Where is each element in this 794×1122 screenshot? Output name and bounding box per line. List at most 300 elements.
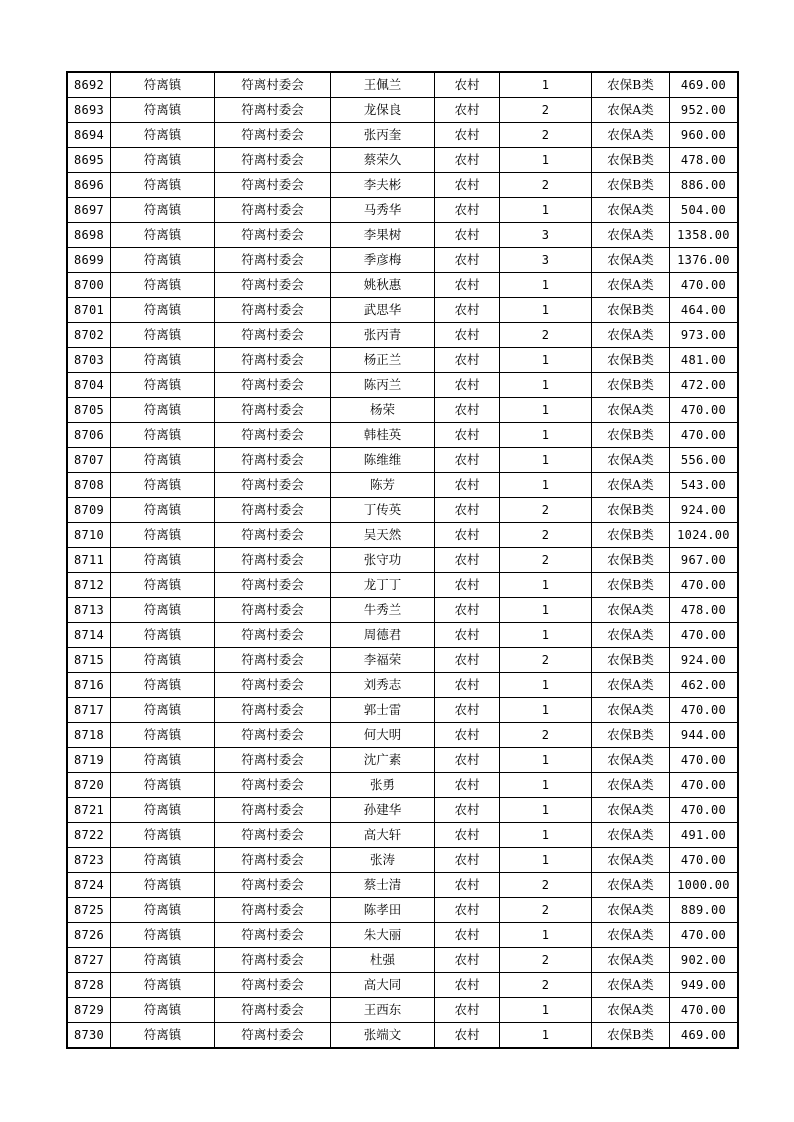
area-type-cell: 农村 (435, 798, 500, 823)
record-id-cell: 8713 (68, 598, 111, 623)
village-committee-cell: 符离村委会 (215, 848, 331, 873)
person-name-cell: 丁传英 (331, 498, 435, 523)
table-row (68, 823, 738, 848)
amount-cell: 469.00 (670, 1023, 738, 1048)
table-row (68, 673, 738, 698)
area-type-cell: 农村 (435, 273, 500, 298)
amount-cell: 478.00 (670, 148, 738, 173)
table-row (68, 223, 738, 248)
record-id-cell: 8721 (68, 798, 111, 823)
insurance-category-cell: 农保B类 (592, 73, 670, 98)
record-id-cell: 8699 (68, 248, 111, 273)
household-size-cell: 1 (500, 423, 592, 448)
record-id-cell: 8722 (68, 823, 111, 848)
person-name-cell: 姚秋惠 (331, 273, 435, 298)
insurance-category-cell: 农保A类 (592, 973, 670, 998)
town-cell: 符离镇 (111, 948, 215, 973)
household-size-cell: 3 (500, 223, 592, 248)
table-row (68, 123, 738, 148)
amount-cell: 470.00 (670, 773, 738, 798)
person-name-cell: 张守功 (331, 548, 435, 573)
area-type-cell: 农村 (435, 248, 500, 273)
table-row (68, 998, 738, 1023)
insurance-category-cell: 农保A类 (592, 998, 670, 1023)
person-name-cell: 何大明 (331, 723, 435, 748)
amount-cell: 556.00 (670, 448, 738, 473)
area-type-cell: 农村 (435, 573, 500, 598)
area-type-cell: 农村 (435, 523, 500, 548)
area-type-cell: 农村 (435, 898, 500, 923)
person-name-cell: 牛秀兰 (331, 598, 435, 623)
record-id-cell: 8726 (68, 923, 111, 948)
record-id-cell: 8701 (68, 298, 111, 323)
area-type-cell: 农村 (435, 123, 500, 148)
village-committee-cell: 符离村委会 (215, 398, 331, 423)
table-row (68, 923, 738, 948)
area-type-cell: 农村 (435, 998, 500, 1023)
town-cell: 符离镇 (111, 723, 215, 748)
person-name-cell: 张丙奎 (331, 123, 435, 148)
person-name-cell: 龙保良 (331, 98, 435, 123)
record-id-cell: 8723 (68, 848, 111, 873)
person-name-cell: 郭士雷 (331, 698, 435, 723)
person-name-cell: 陈丙兰 (331, 373, 435, 398)
person-name-cell: 刘秀志 (331, 673, 435, 698)
household-size-cell: 1 (500, 923, 592, 948)
area-type-cell: 农村 (435, 598, 500, 623)
person-name-cell: 高大同 (331, 973, 435, 998)
table-row (68, 898, 738, 923)
area-type-cell: 农村 (435, 973, 500, 998)
area-type-cell: 农村 (435, 198, 500, 223)
village-committee-cell: 符离村委会 (215, 473, 331, 498)
area-type-cell: 农村 (435, 223, 500, 248)
insurance-category-cell: 农保B类 (592, 1023, 670, 1048)
town-cell: 符离镇 (111, 348, 215, 373)
amount-cell: 1376.00 (670, 248, 738, 273)
household-size-cell: 1 (500, 848, 592, 873)
table-row (68, 423, 738, 448)
village-committee-cell: 符离村委会 (215, 648, 331, 673)
town-cell: 符离镇 (111, 898, 215, 923)
record-id-cell: 8708 (68, 473, 111, 498)
insurance-category-cell: 农保B类 (592, 723, 670, 748)
village-committee-cell: 符离村委会 (215, 523, 331, 548)
village-committee-cell: 符离村委会 (215, 198, 331, 223)
amount-cell: 464.00 (670, 298, 738, 323)
village-committee-cell: 符离村委会 (215, 173, 331, 198)
village-committee-cell: 符离村委会 (215, 123, 331, 148)
amount-cell: 967.00 (670, 548, 738, 573)
village-committee-cell: 符离村委会 (215, 98, 331, 123)
village-committee-cell: 符离村委会 (215, 998, 331, 1023)
town-cell: 符离镇 (111, 323, 215, 348)
amount-cell: 470.00 (670, 623, 738, 648)
insurance-category-cell: 农保A类 (592, 223, 670, 248)
village-committee-cell: 符离村委会 (215, 873, 331, 898)
table-row (68, 948, 738, 973)
village-committee-cell: 符离村委会 (215, 273, 331, 298)
insurance-category-cell: 农保A类 (592, 273, 670, 298)
record-id-cell: 8700 (68, 273, 111, 298)
record-id-cell: 8693 (68, 98, 111, 123)
insurance-category-cell: 农保A类 (592, 323, 670, 348)
table-row (68, 573, 738, 598)
household-size-cell: 2 (500, 173, 592, 198)
village-committee-cell: 符离村委会 (215, 148, 331, 173)
household-size-cell: 1 (500, 798, 592, 823)
table-row (68, 973, 738, 998)
insurance-category-cell: 农保A类 (592, 873, 670, 898)
person-name-cell: 蔡士清 (331, 873, 435, 898)
insurance-category-cell: 农保A类 (592, 598, 670, 623)
household-size-cell: 2 (500, 98, 592, 123)
village-committee-cell: 符离村委会 (215, 748, 331, 773)
amount-cell: 960.00 (670, 123, 738, 148)
area-type-cell: 农村 (435, 348, 500, 373)
town-cell: 符离镇 (111, 473, 215, 498)
household-size-cell: 2 (500, 498, 592, 523)
area-type-cell: 农村 (435, 748, 500, 773)
person-name-cell: 李福荣 (331, 648, 435, 673)
table-row (68, 198, 738, 223)
village-committee-cell: 符离村委会 (215, 698, 331, 723)
village-committee-cell: 符离村委会 (215, 448, 331, 473)
table-row (68, 248, 738, 273)
person-name-cell: 朱大丽 (331, 923, 435, 948)
household-size-cell: 1 (500, 673, 592, 698)
insurance-category-cell: 农保B类 (592, 298, 670, 323)
area-type-cell: 农村 (435, 873, 500, 898)
table-row (68, 523, 738, 548)
insurance-category-cell: 农保B类 (592, 348, 670, 373)
household-size-cell: 1 (500, 748, 592, 773)
household-size-cell: 1 (500, 998, 592, 1023)
village-committee-cell: 符离村委会 (215, 973, 331, 998)
household-size-cell: 1 (500, 823, 592, 848)
insurance-category-cell: 农保A类 (592, 673, 670, 698)
amount-cell: 470.00 (670, 848, 738, 873)
insurance-category-cell: 农保B类 (592, 423, 670, 448)
amount-cell: 1000.00 (670, 873, 738, 898)
record-id-cell: 8704 (68, 373, 111, 398)
town-cell: 符离镇 (111, 298, 215, 323)
area-type-cell: 农村 (435, 473, 500, 498)
village-committee-cell: 符离村委会 (215, 948, 331, 973)
amount-cell: 504.00 (670, 198, 738, 223)
town-cell: 符离镇 (111, 773, 215, 798)
area-type-cell: 农村 (435, 773, 500, 798)
insurance-category-cell: 农保A类 (592, 823, 670, 848)
town-cell: 符离镇 (111, 923, 215, 948)
table-row (68, 273, 738, 298)
record-id-cell: 8692 (68, 73, 111, 98)
record-id-cell: 8715 (68, 648, 111, 673)
person-name-cell: 马秀华 (331, 198, 435, 223)
table-row (68, 623, 738, 648)
amount-cell: 1024.00 (670, 523, 738, 548)
town-cell: 符离镇 (111, 98, 215, 123)
village-committee-cell: 符离村委会 (215, 1023, 331, 1048)
household-size-cell: 1 (500, 598, 592, 623)
person-name-cell: 吴天然 (331, 523, 435, 548)
person-name-cell: 杨荣 (331, 398, 435, 423)
insurance-category-cell: 农保B类 (592, 498, 670, 523)
town-cell: 符离镇 (111, 648, 215, 673)
amount-cell: 924.00 (670, 648, 738, 673)
town-cell: 符离镇 (111, 673, 215, 698)
household-size-cell: 2 (500, 723, 592, 748)
insurance-category-cell: 农保A类 (592, 923, 670, 948)
record-id-cell: 8705 (68, 398, 111, 423)
household-size-cell: 2 (500, 548, 592, 573)
record-id-cell: 8728 (68, 973, 111, 998)
household-size-cell: 2 (500, 123, 592, 148)
person-name-cell: 陈维维 (331, 448, 435, 473)
insurance-category-cell: 农保A类 (592, 698, 670, 723)
village-committee-cell: 符离村委会 (215, 73, 331, 98)
record-id-cell: 8702 (68, 323, 111, 348)
town-cell: 符离镇 (111, 273, 215, 298)
household-size-cell: 1 (500, 473, 592, 498)
insurance-category-cell: 农保A类 (592, 898, 670, 923)
household-size-cell: 1 (500, 573, 592, 598)
record-id-cell: 8695 (68, 148, 111, 173)
village-committee-cell: 符离村委会 (215, 423, 331, 448)
record-id-cell: 8730 (68, 1023, 111, 1048)
town-cell: 符离镇 (111, 423, 215, 448)
record-id-cell: 8712 (68, 573, 111, 598)
area-type-cell: 农村 (435, 73, 500, 98)
table-row (68, 98, 738, 123)
area-type-cell: 农村 (435, 948, 500, 973)
village-committee-cell: 符离村委会 (215, 773, 331, 798)
table-row (68, 398, 738, 423)
town-cell: 符离镇 (111, 448, 215, 473)
town-cell: 符离镇 (111, 748, 215, 773)
household-size-cell: 2 (500, 898, 592, 923)
table-row (68, 773, 738, 798)
insurance-category-cell: 农保A类 (592, 448, 670, 473)
town-cell: 符离镇 (111, 73, 215, 98)
person-name-cell: 高大轩 (331, 823, 435, 848)
town-cell: 符离镇 (111, 823, 215, 848)
person-name-cell: 张涛 (331, 848, 435, 873)
household-size-cell: 2 (500, 948, 592, 973)
record-id-cell: 8720 (68, 773, 111, 798)
area-type-cell: 农村 (435, 148, 500, 173)
person-name-cell: 孙建华 (331, 798, 435, 823)
area-type-cell: 农村 (435, 323, 500, 348)
town-cell: 符离镇 (111, 698, 215, 723)
amount-cell: 470.00 (670, 998, 738, 1023)
town-cell: 符离镇 (111, 223, 215, 248)
record-id-cell: 8717 (68, 698, 111, 723)
household-size-cell: 1 (500, 148, 592, 173)
amount-cell: 470.00 (670, 273, 738, 298)
record-id-cell: 8694 (68, 123, 111, 148)
household-size-cell: 1 (500, 348, 592, 373)
area-type-cell: 农村 (435, 1023, 500, 1048)
table-row (68, 473, 738, 498)
table-row (68, 148, 738, 173)
record-id-cell: 8727 (68, 948, 111, 973)
record-id-cell: 8711 (68, 548, 111, 573)
town-cell: 符离镇 (111, 398, 215, 423)
person-name-cell: 龙丁丁 (331, 573, 435, 598)
village-committee-cell: 符离村委会 (215, 298, 331, 323)
town-cell: 符离镇 (111, 173, 215, 198)
area-type-cell: 农村 (435, 423, 500, 448)
town-cell: 符离镇 (111, 873, 215, 898)
town-cell: 符离镇 (111, 623, 215, 648)
amount-cell: 470.00 (670, 798, 738, 823)
household-size-cell: 1 (500, 398, 592, 423)
amount-cell: 949.00 (670, 973, 738, 998)
person-name-cell: 杜强 (331, 948, 435, 973)
person-name-cell: 杨正兰 (331, 348, 435, 373)
person-name-cell: 周德君 (331, 623, 435, 648)
records-table (67, 72, 738, 1048)
insurance-category-cell: 农保A类 (592, 748, 670, 773)
insurance-category-cell: 农保A类 (592, 773, 670, 798)
village-committee-cell: 符离村委会 (215, 623, 331, 648)
household-size-cell: 1 (500, 773, 592, 798)
amount-cell: 491.00 (670, 823, 738, 848)
village-committee-cell: 符离村委会 (215, 823, 331, 848)
area-type-cell: 农村 (435, 98, 500, 123)
town-cell: 符离镇 (111, 548, 215, 573)
insurance-category-cell: 农保B类 (592, 148, 670, 173)
town-cell: 符离镇 (111, 598, 215, 623)
amount-cell: 952.00 (670, 98, 738, 123)
amount-cell: 478.00 (670, 598, 738, 623)
town-cell: 符离镇 (111, 973, 215, 998)
person-name-cell: 张端文 (331, 1023, 435, 1048)
insurance-category-cell: 农保B类 (592, 173, 670, 198)
area-type-cell: 农村 (435, 298, 500, 323)
table-row (68, 173, 738, 198)
table-row (68, 323, 738, 348)
village-committee-cell: 符离村委会 (215, 798, 331, 823)
record-id-cell: 8697 (68, 198, 111, 223)
amount-cell: 470.00 (670, 923, 738, 948)
record-id-cell: 8716 (68, 673, 111, 698)
insurance-category-cell: 农保A类 (592, 848, 670, 873)
insurance-category-cell: 农保A类 (592, 623, 670, 648)
town-cell: 符离镇 (111, 148, 215, 173)
insurance-category-cell: 农保A类 (592, 398, 670, 423)
household-size-cell: 1 (500, 273, 592, 298)
area-type-cell: 农村 (435, 823, 500, 848)
area-type-cell: 农村 (435, 698, 500, 723)
village-committee-cell: 符离村委会 (215, 923, 331, 948)
insurance-category-cell: 农保A类 (592, 798, 670, 823)
village-committee-cell: 符离村委会 (215, 223, 331, 248)
record-id-cell: 8696 (68, 173, 111, 198)
record-id-cell: 8724 (68, 873, 111, 898)
record-id-cell: 8706 (68, 423, 111, 448)
insurance-category-cell: 农保A类 (592, 473, 670, 498)
household-size-cell: 1 (500, 448, 592, 473)
amount-cell: 924.00 (670, 498, 738, 523)
town-cell: 符离镇 (111, 198, 215, 223)
household-size-cell: 1 (500, 298, 592, 323)
village-committee-cell: 符离村委会 (215, 548, 331, 573)
household-size-cell: 2 (500, 323, 592, 348)
amount-cell: 543.00 (670, 473, 738, 498)
table-row (68, 73, 738, 98)
record-id-cell: 8709 (68, 498, 111, 523)
household-size-cell: 1 (500, 73, 592, 98)
insurance-category-cell: 农保A类 (592, 948, 670, 973)
amount-cell: 470.00 (670, 748, 738, 773)
household-size-cell: 1 (500, 1023, 592, 1048)
area-type-cell: 农村 (435, 673, 500, 698)
village-committee-cell: 符离村委会 (215, 898, 331, 923)
village-committee-cell: 符离村委会 (215, 373, 331, 398)
village-committee-cell: 符离村委会 (215, 598, 331, 623)
amount-cell: 472.00 (670, 373, 738, 398)
table-row (68, 373, 738, 398)
table-row (68, 548, 738, 573)
table-row (68, 498, 738, 523)
record-id-cell: 8703 (68, 348, 111, 373)
household-size-cell: 1 (500, 623, 592, 648)
amount-cell: 481.00 (670, 348, 738, 373)
amount-cell: 470.00 (670, 573, 738, 598)
record-id-cell: 8710 (68, 523, 111, 548)
person-name-cell: 张勇 (331, 773, 435, 798)
record-id-cell: 8719 (68, 748, 111, 773)
person-name-cell: 蔡荣久 (331, 148, 435, 173)
person-name-cell: 张丙青 (331, 323, 435, 348)
person-name-cell: 沈广素 (331, 748, 435, 773)
amount-cell: 944.00 (670, 723, 738, 748)
table-row (68, 798, 738, 823)
table-row (68, 723, 738, 748)
table-row (68, 848, 738, 873)
person-name-cell: 李夫彬 (331, 173, 435, 198)
household-size-cell: 3 (500, 248, 592, 273)
town-cell: 符离镇 (111, 848, 215, 873)
household-size-cell: 2 (500, 873, 592, 898)
table-row (68, 698, 738, 723)
amount-cell: 886.00 (670, 173, 738, 198)
household-size-cell: 1 (500, 698, 592, 723)
record-id-cell: 8698 (68, 223, 111, 248)
table-row (68, 298, 738, 323)
area-type-cell: 农村 (435, 648, 500, 673)
town-cell: 符离镇 (111, 123, 215, 148)
household-size-cell: 1 (500, 373, 592, 398)
person-name-cell: 武思华 (331, 298, 435, 323)
person-name-cell: 季彦梅 (331, 248, 435, 273)
area-type-cell: 农村 (435, 848, 500, 873)
village-committee-cell: 符离村委会 (215, 723, 331, 748)
area-type-cell: 农村 (435, 923, 500, 948)
town-cell: 符离镇 (111, 573, 215, 598)
amount-cell: 470.00 (670, 698, 738, 723)
person-name-cell: 李果树 (331, 223, 435, 248)
village-committee-cell: 符离村委会 (215, 248, 331, 273)
village-committee-cell: 符离村委会 (215, 673, 331, 698)
insurance-category-cell: 农保B类 (592, 648, 670, 673)
village-committee-cell: 符离村委会 (215, 348, 331, 373)
insurance-category-cell: 农保B类 (592, 523, 670, 548)
table-row (68, 598, 738, 623)
person-name-cell: 王佩兰 (331, 73, 435, 98)
